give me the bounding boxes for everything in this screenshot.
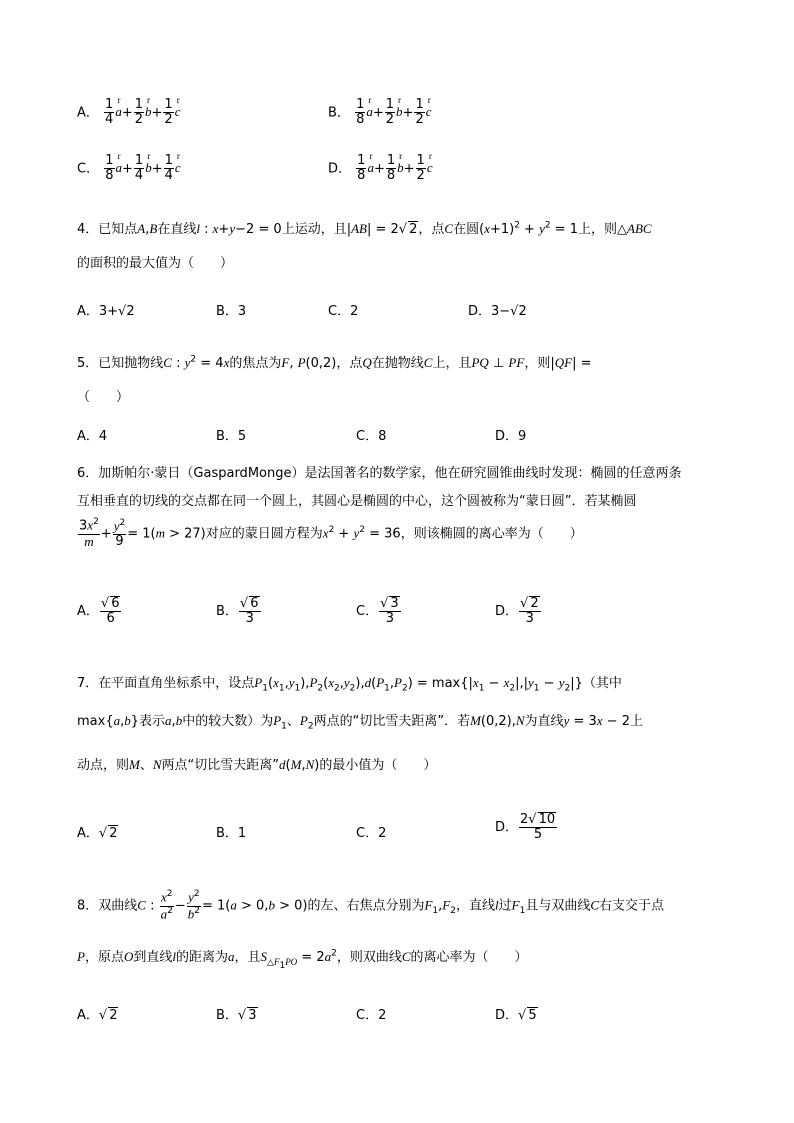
q7-option-b[interactable]: B．1 — [216, 826, 247, 841]
q8-option-b[interactable]: B．√ 3 — [216, 1008, 257, 1023]
q8-option-c[interactable]: C．2 — [356, 1008, 387, 1023]
q8-line2: P，原点O到直线l的距离为a，且$S_{\triangle F_1PO} = 2a^2$，则双曲线C的离心率为（ ） — [77, 948, 528, 971]
q8-option-a[interactable]: A．√ 2 — [77, 1008, 118, 1023]
q5-option-a[interactable]: A．4 — [77, 429, 108, 444]
q4-option-d[interactable]: D．3−√2 — [468, 304, 527, 319]
q3-option-a[interactable]: A． $\frac{1}{4}$ r a+ $\frac{1}{2}$ r b+ $\frac{1}{2}$ r c — [77, 98, 180, 128]
q5-line2: （ ） — [77, 390, 130, 405]
q4-option-c[interactable]: C．2 — [328, 304, 359, 319]
q7-line2: max{a,b}表示a,b中的较大数）为$P_1$、$P_2$两点的“切比雪夫距离”．若M(0,2),N为直线y = 3x − 2上 — [77, 713, 644, 732]
q5-option-b[interactable]: B．5 — [216, 429, 247, 444]
q5-line1: 5．已知抛物线C : $y^2 = 4x$的焦点为F, P(0,2)，点Q在抛物线C上，且PQ ⊥ PF，则|QF| = — [77, 354, 592, 371]
q3-option-c[interactable]: C． $\frac{1}{8}$ r a+ $\frac{1}{4}$ r b+ $\frac{1}{4}$ r c — [77, 154, 181, 184]
q4-line1: 4．已知点A,B在直线l : x+y−2 = 0上运动，且|AB| = 2√ 2，点C在圆$(x+1)^2 + y^2 = 1$上，则△ABC — [77, 220, 652, 237]
q5-option-c[interactable]: C．8 — [356, 429, 387, 444]
q6-line2: 互相垂直的切线的交点都在同一个圆上，其圆心是椭圆的中心，这个圆被称为“蒙日圆”．若某椭圆 — [77, 494, 637, 509]
q3-option-d[interactable]: D． $\frac{1}{8}$ r a+ $\frac{1}{8}$ r b+ $\frac{1}{2}$ r c — [328, 154, 433, 184]
q6-option-c[interactable]: C． $\frac{√ 3}{3}$ — [356, 596, 399, 627]
q7-line1: 7．在平面直角坐标系中，设点$P_1(x_1,y_1),P_2(x_2,y_2),d(P_1,P_2) = \max\{|x_1 - x_2|,|y_1 - y_2|\}$（其中 — [77, 675, 622, 694]
q3-option-b[interactable]: B． $\frac{1}{8}$ r a+ $\frac{1}{2}$ r b+ $\frac{1}{2}$ r c — [328, 98, 432, 128]
q4-line2: 的面积的最大值为（ ） — [77, 256, 234, 271]
q6-line3: $\frac{3x^2}{m}$ + $\frac{y^2}{9}$ = 1(m > 27)对应的蒙日圆方程为$x^2 + y^2 = 36$，则该椭圆的离心率为（ ） — [79, 517, 583, 550]
q7-line3: 动点，则M、N两点“切比雪夫距离”d(M,N)的最小值为（ ） — [77, 757, 437, 773]
q7-option-a[interactable]: A．√ 2 — [77, 826, 118, 841]
q7-option-c[interactable]: C．2 — [356, 826, 387, 841]
q4-option-a[interactable]: A．3+√2 — [77, 304, 135, 319]
q5-option-d[interactable]: D．9 — [495, 429, 527, 444]
q6-option-d[interactable]: D． $\frac{√ 2}{3}$ — [495, 596, 539, 627]
q7-option-d[interactable]: D． $\frac{2√ 10}{5}$ — [495, 812, 556, 843]
q6-option-a[interactable]: A． $\frac{√ 6}{6}$ — [77, 596, 120, 627]
q6-line1: 6．加斯帕尔·蒙日（GaspardMonge）是法国著名的数学家，他在研究圆锥曲线时发现：椭圆的任意两条 — [77, 466, 682, 481]
q8-line1: 8．双曲线C : $\frac{x^2}{a^2}$ − $\frac{y^2}{b^2}$ = 1(a > 0,b > 0)的左、右焦点分别为$F_1,F_2$，直线l过$F_1$且与双曲线C右支交于点 — [77, 889, 665, 921]
q4-option-b[interactable]: B．3 — [216, 304, 247, 319]
q6-option-b[interactable]: B． $\frac{√ 6}{3}$ — [216, 596, 259, 627]
q8-option-d[interactable]: D．√ 5 — [495, 1008, 537, 1023]
